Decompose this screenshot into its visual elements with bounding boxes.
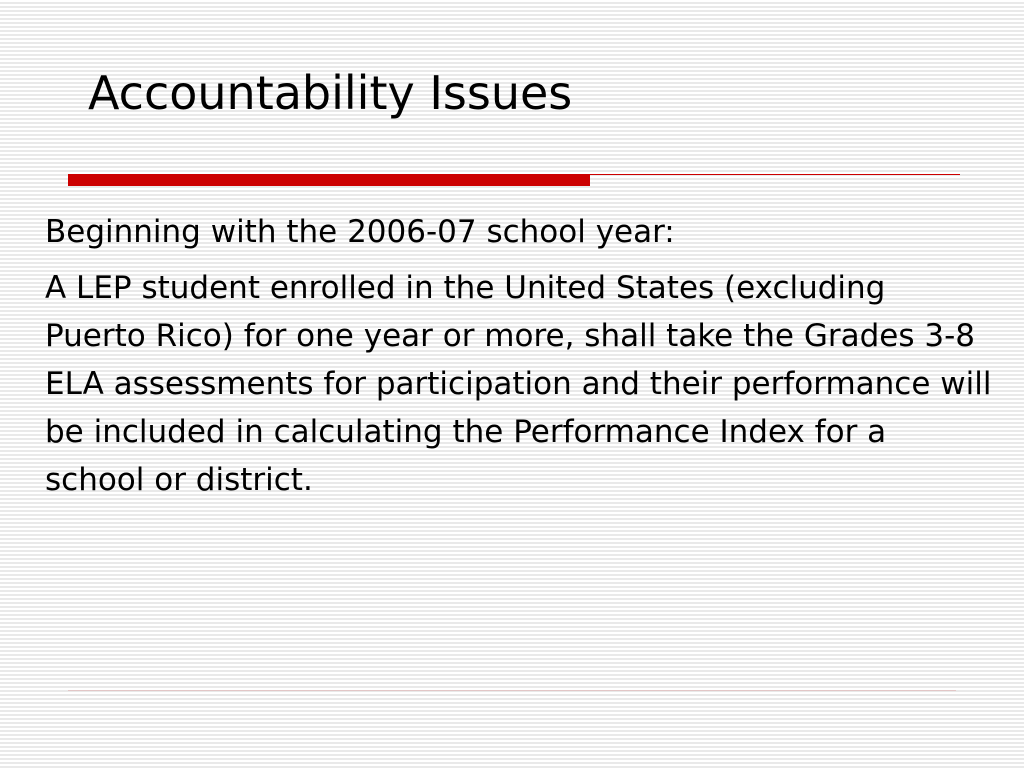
body-lead-text: Beginning with the 2006-07 school year: <box>45 214 675 250</box>
slide-title: Accountability Issues <box>88 66 573 120</box>
title-underline-thin <box>590 174 960 175</box>
title-underline-thick <box>68 174 590 186</box>
footer-divider <box>68 690 956 691</box>
slide-body <box>45 208 995 504</box>
body-paragraph: A LEP student enrolled in the United States (excluding Puerto Rico) for one year or more, shall take the Grades 3-8 ELA assessments for participation and their performance will be included in calculating the Performance Index for a school or district. <box>45 270 992 498</box>
